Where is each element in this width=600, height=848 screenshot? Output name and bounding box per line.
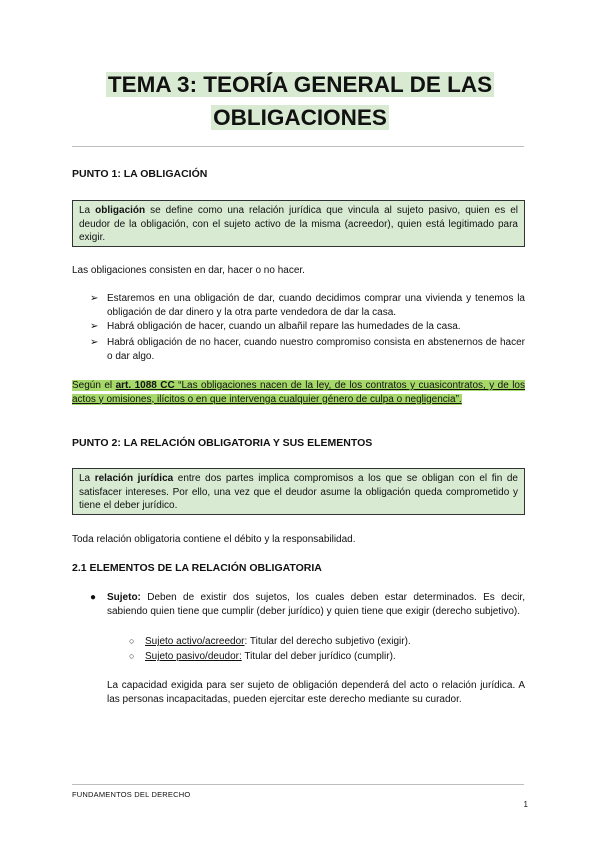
- subitem-label: Sujeto activo/acreedor: [145, 636, 245, 647]
- arrow-bullet-icon: ➢: [90, 337, 99, 348]
- footer-divider: [72, 784, 524, 785]
- paragraph-relacion-intro: Toda relación obligatoria contiene el débito y la responsabilidad.: [72, 534, 356, 545]
- subsection-heading-2-1: 2.1 ELEMENTOS DE LA RELACIÓN OBLIGATORIA: [72, 562, 322, 574]
- subitem-sep: :: [244, 636, 248, 647]
- subitem-text: Titular del deber jurídico (cumplir).: [241, 651, 396, 662]
- subitem-label: Sujeto pasivo/deudor:: [145, 651, 242, 662]
- title-divider: [72, 146, 524, 147]
- section-heading-punto-1: PUNTO 1: LA OBLIGACIÓN: [72, 168, 208, 180]
- subitem-sujeto-activo: [145, 635, 525, 649]
- title-line-2: OBLIGACIONES: [213, 105, 387, 130]
- article-intro: Según el: [72, 380, 116, 391]
- box-term: relación jurídica: [94, 473, 174, 484]
- arrow-bullet-icon: ➢: [90, 293, 99, 304]
- box-text: entre dos partes implica compromisos a los que se obligan con el fin de satisfacer intereses. Por ello, una vez que el deudor asume la obligación queda comprometido y tiene el deber jurídico.: [79, 473, 518, 511]
- paragraph-capacidad: La capacidad exigida para ser sujeto de obligación dependerá del acto o relación jurídica. A las personas incapacitadas, pueden ejercitar este derecho mediante su curador.: [107, 680, 525, 705]
- section-heading-punto-2: PUNTO 2: LA RELACIÓN OBLIGATORIA Y SUS ELEMENTOS: [72, 437, 373, 449]
- footer-text: FUNDAMENTOS DEL DERECHO: [72, 790, 191, 799]
- circle-bullet-icon: ○: [129, 636, 135, 646]
- list-item-sujeto: [107, 591, 525, 618]
- list-item-obligacion-hacer: Habrá obligación de hacer, cuando un albañil repare las humedades de la casa.: [107, 321, 461, 332]
- list-item-obligacion-no-hacer: Habrá obligación de no hacer, cuando nuestro compromiso consista en abstenernos de hacer o dar algo.: [107, 337, 525, 362]
- title-line-1: TEMA 3: TEORÍA GENERAL DE LAS: [107, 72, 493, 97]
- list-item-obligacion-dar: Estaremos en una obligación de dar, cuando decidimos comprar una vivienda y tenemos la obligación de dar dinero y la otra parte vendedora de dar la casa.: [107, 293, 525, 318]
- box-term: obligación: [95, 205, 146, 216]
- arrow-bullet-icon: ➢: [90, 321, 99, 332]
- article-reference: art. 1088 CC: [115, 380, 175, 391]
- box-text: se define como una relación jurídica que vincula al sujeto pasivo, quien es el deudor de la obligación, con el sujeto activo de la misma (acreedor), quien está legitimado para exigir.: [79, 205, 519, 243]
- bullet-icon: ●: [90, 592, 97, 603]
- paragraph-obligaciones-intro: Las obligaciones consisten en dar, hacer o no hacer.: [72, 265, 305, 276]
- box-text-pre: La: [79, 205, 96, 216]
- subitem-sujeto-pasivo: [145, 650, 525, 664]
- document-title: [60, 68, 540, 134]
- subitem-text: Titular del derecho subjetivo (exigir).: [247, 636, 411, 647]
- paragraph-article-1088: [72, 379, 525, 406]
- sujeto-label: Sujeto:: [107, 592, 141, 603]
- circle-bullet-icon: ○: [129, 651, 135, 661]
- article-quote: “Las obligaciones nacen de la ley, de los contratos y cuasicontratos, y de los actos y omisiones, ilícitos o en que intervenga cualquier género de culpa o negligencia”.: [72, 380, 525, 405]
- box-text-pre: La: [79, 473, 95, 484]
- page-number: 1: [523, 800, 528, 809]
- sujeto-text: Deben de existir dos sujetos, los cuales deben estar determinados. Es decir, sabiendo quien tiene que cumplir (deber jurídico) y quien tiene que exigir (derecho subjetivo).: [107, 592, 525, 617]
- definition-box-relacion-juridica: [72, 468, 525, 515]
- definition-box-obligacion: [72, 200, 525, 247]
